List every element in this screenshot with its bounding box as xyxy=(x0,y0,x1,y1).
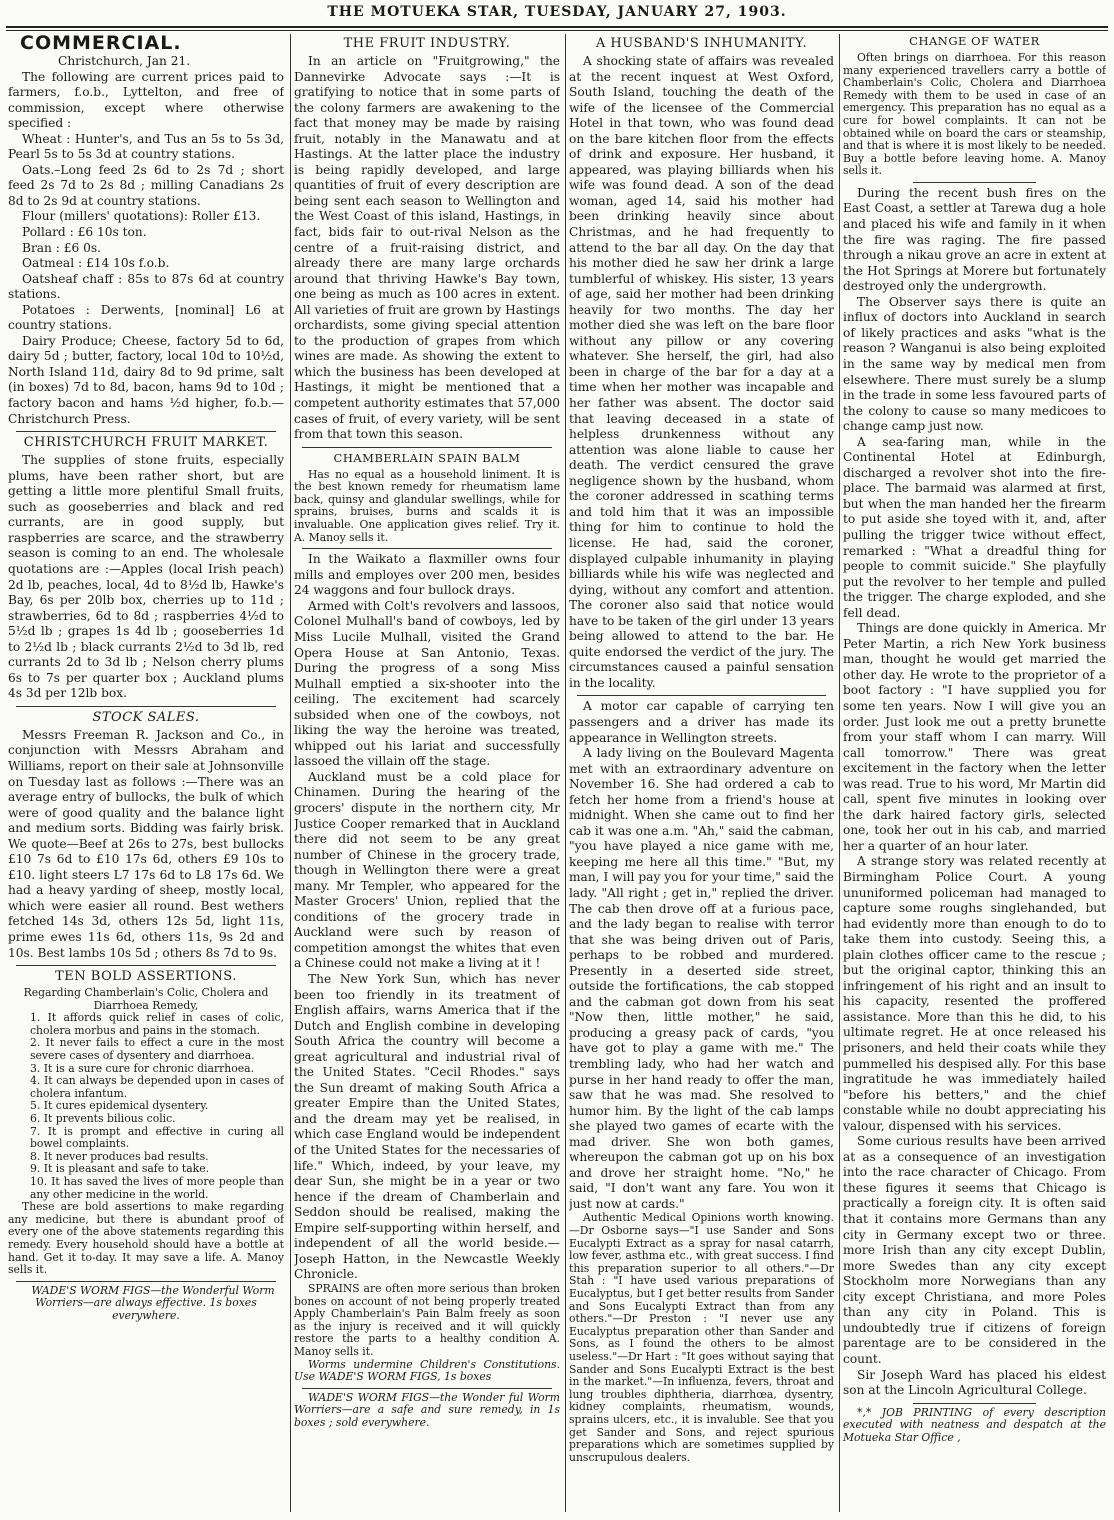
list-item: 4. It can always be depended upon in cases of cholera infantum. xyxy=(30,1074,284,1100)
fruit-industry-heading: THE FRUIT INDUSTRY. xyxy=(343,36,511,51)
paragraph: Dairy Produce; Cheese, factory 5d to 6d, dairy 5d ; butter, factory, local 10d to 10½d, North Island 11d, dairy 8d to 9d prime, salt (in boxes) 7d to 8d, bacon, hams 9d to 10d ; factory bacon and hams ½d higher, fo.b.—Christchurch Press. xyxy=(8,333,284,426)
stock-sales-heading: STOCK SALES. xyxy=(92,709,200,725)
change-of-water-ad xyxy=(843,34,1106,178)
sprains-ad xyxy=(294,1283,560,1384)
paragraph: The following are current prices paid to farmers, f.o.b., Lyttelton, and free of commission, except where otherwise specified : xyxy=(8,69,284,131)
column-1 xyxy=(8,34,284,1516)
list-item: 6. It prevents bilious colic. xyxy=(30,1112,176,1126)
paragraph: Oatmeal : £14 10s f.o.b. xyxy=(22,256,170,271)
balm-heading: CHAMBERLAIN SPAIN BALM xyxy=(333,450,521,465)
paragraph: Wheat : Hunter's, and Tus an 5s to 5s 3d, Pearl 5s to 5s 3d at country stations. xyxy=(8,131,284,162)
column-3 xyxy=(569,34,834,1516)
divider xyxy=(16,431,276,432)
list-item: 1. It affords quick relief in cases of colic, cholera morbus and pains in the stomach. xyxy=(30,1011,284,1037)
fruit-industry-article: In an article on "Fruitgrowing," the Dannevirke Advocate says :—It is gratifying to notice that in some parts of the colony farmers are awakening to the fact that money may be made by raising fruit, notably in the Manawatu and at Hastings. At the latter place the industry is being rapidly developed, and large quantities of fruit of every description are being sent each season to Wellington and the West Coast of this island, Hastings, in fact, bids fair to out-rival Nelson as the centre of a fruit-raising district, and already there are many large orchards around that thriving Hawke's Bay town, one being as much as 100 acres in extent. All varieties of fruit are grown by Hastings orchardists, some giving special attention to the production of grapes from which wines are made. As showing the extent to which the business has been developed at Hastings, it might be mentioned that a competent authority estimates that 57,000 cases of fruit, of every variety, will be sent from that town this season. xyxy=(294,54,560,442)
spain-balm-ad xyxy=(294,451,560,545)
divider xyxy=(302,1388,552,1389)
commercial-article xyxy=(8,54,284,427)
column-separator xyxy=(839,34,840,1512)
medical-text: Authentic Medical Opinions worth knowing.—Dr Osborne says—"I use Sander and Sons Eucalypti Extract as a spray for nasal catarrh, low fever, asthma etc., with great success. I find this preparation superior to all others."—Dr Stah : "I have used various preparations of Eucalyptus, but I get better results from Sander and Sons Eucalypti Extract than from any others."—Dr Preston : "I never use any Eucalyptus preparation other than Sander and Sons, as I found the others to be almost useless."—Dr Hart : "It goes without saying that Sander and Sons Eucalypti Extract is the best in the market."—In influenza, fevers, throat and lung troubles diphtheria, diarrhœa, dysentry, kidney complaints, rheumatism, wounds, sprains ulcers, etc., it is invaluble. See that you get Sander and Sons, and reject spurious preparations which are sometimes supplied by unscrupulous dealers. xyxy=(569,1211,834,1464)
paragraph: Potatoes : Derwents, [nominal] L6 at country stations. xyxy=(8,302,284,333)
column-4 xyxy=(843,34,1106,1516)
list-item: 3. It is a sure cure for chronic diarrhoea. xyxy=(30,1061,254,1075)
list-item: 10. It has saved the lives of more people than any other medicine in the world. xyxy=(30,1174,284,1201)
paragraph: Flour (millers' quotations): Roller £13. xyxy=(22,209,261,224)
commercial-heading: COMMERCIAL. xyxy=(20,34,182,54)
cab-story-paragraph: A lady living on the Boulevard Magenta met with an extraordinary adventure on November 16. She had ordered a cab to fetch her home from a friend's house at midnight. When she came out to find her cab it was one a.m. "Ah," said the cabman, "you have played a nice game with me, keeping me here all this time." "But, my man, I will pay you for your time," said the lady. "All right ; get in," replied the driver. The cab then drove off at a furious pace, and the lady began to realise with terror that she was being driven out of Paris, perhaps to be robbed and murdered. Presently in a deserted side street, outside the fortifications, the cab stopped and the cabman got down from his seat "Now then, little mother," he said, producing a greasy pack of cards, "you have got to play a game with me." The trembling lady, who had her watch and purse in her hand ready to offer the man, saw that he was mad. She resolved to humor him. By the light of the cab lamps she played two games of ecarte with the mad driver. She won both games, whereupon the cabman got up on his box and drove her straight home. "No," he said, "I don't want any fare. You won it just now at cards." xyxy=(569,746,834,1211)
masthead-rule-thin xyxy=(6,30,1108,31)
paragraph: A sea-faring man, while in the Continental Hotel at Edinburgh, discharged a revolver shot into the fire-place. The barmaid was alarmed at first, but when the man handed her the firearm to put aside she toyed with it, and, after pulling the trigger twice without effect, remarked : "What a dreadful thing for people to commit suicide." She playfully put the revolver to her temple and pulled the trigger. The charge exploded, and she fell dead. xyxy=(843,434,1106,620)
list-item: 8. It never produces bad results. xyxy=(30,1149,209,1163)
wade-worm-figs-ad xyxy=(8,1285,284,1323)
fruit-market-heading: CHRISTCHURCH FRUIT MARKET. xyxy=(23,435,269,451)
masthead-rule xyxy=(6,26,1108,28)
divider xyxy=(913,1403,1036,1404)
divider xyxy=(577,695,826,696)
worms-ad-1: Worms undermine Children's Constitutions. Use WADE'S WORM FIGS, 1s boxes xyxy=(294,1357,560,1384)
assertions-outro: These are bold assertions to make regarding any medicine, but there is abundant proof of every one of the above statements regarding this remedy. Every household should have a bottle at hand. Get it to-day. It may save a life. A. Manoy sells it. xyxy=(8,1200,284,1277)
paragraph: Some curious results have been arrived at as a consequence of an investigation into the race character of Chicago. From these figures it seems that Chicago is practically a foreign city. It is often said that it contains more Germans than any city in Germany except two or three. more Irish than any city except Dublin, more Swedes than any city except Stockholm more Norwegians than any city except Christiana, and more Poles than any city in Poland. This is undoubtedly true if citizens of foreign parentage are to be considered in the count. xyxy=(843,1134,1106,1366)
paragraph: Auckland must be a cold place for Chinamen. During the hearing of the grocers' dispute in the northern city, Mr Justice Cooper remarked that in Auckland there did not seem to be any great number of Chinese in the grocery trade, though in Wellington there were a great many. Mr Templer, who appeared for the Master Grocers' Union, replied that the conditions of the grocery trade in Auckland were such by reason of competition amongst the whites that even a Chinese could not make a living at it ! xyxy=(294,769,560,971)
medical-opinions-ad xyxy=(569,1212,834,1464)
job-printing-text: *,* JOB PRINTING of every description executed with neatness and despatch at the Motueka Star Office , xyxy=(843,1405,1106,1444)
paragraph: The Observer says there is quite an influx of doctors into Auckland in search of likely practices and asks "what is the reason ? Wanganui is also being exploited in the same way by medical men from elsewhere. There must surely be a slump in the trade in some less favoured parts of the colony to cause so many medicoes to change camp just now. xyxy=(843,294,1106,434)
paragraph: Things are done quickly in America. Mr Peter Martin, a rich New York business man, thought he would get married the other day. He wrote to the proprietor of a boot factory : "I have supplied you for some ten years. Now I will give you an order. Just look me out a pretty brunette from your staff whom I can marry. Will call tomorrow." There was great excitement in the factory when the letter was read. True to his word, Mr Martin did call, spent five minutes in looking over the dark haired factory girls, selected one, took her out in his cab, and married her a quarter of an hour later. xyxy=(843,621,1106,853)
assertions-list xyxy=(8,1012,284,1201)
balm-text: Has no equal as a household liniment. It is the best known remedy for rheumatism lame back, quinsy and glandular swellings, while for sprains, bruises, burns and scalds it is invaluable. One application gives relief. Try it. A. Manoy sells it. xyxy=(294,467,560,544)
list-item: 7. It is prompt and effective in curing all bowel complaints. xyxy=(30,1124,284,1151)
list-item: 2. It never fails to effect a cure in the most severe cases of dysentery and diarrhoea. xyxy=(30,1036,284,1063)
divider xyxy=(302,548,552,549)
paragraph: Oats.–Long feed 2s 6d to 2s 7d ; short feed 2s 7d to 2s 8d ; milling Canadians 2s 8d to 2s 9d at country stations. xyxy=(8,162,284,208)
husband-article: A shocking state of affairs was revealed at the recent inquest at West Oxford, South Island, touching the death of the wife of the licensee of the Commercial Hotel in that town, who was found dead on the bare kitchen floor from the effects of drink and exposure. Her husband, it appeared, was playing billiards when his wife was found dead. A son of the dead woman, aged 14, said his mother had been drinking heavily since about Christmas, and he had frequently to attend to the bar all day. On the day that his mother died he saw her drink a large tumblerful of whiskey. His sister, 13 years of age, said her mother had been drinking heavily for two months. The day her mother died she was left on the bare floor without any pillow or any covering whatever. She herself, the girl, had also been in charge of the bar for a day at a time when her mother was incapable and her father was absent. The doctor said that leaving deceased in a state of helpless drunkenness without any attention was alone liable to cause her death. The verdict censured the grave negligence shown by the husband, whom the coroner addressed in scathing terms and told him that it was an impossible thing for him to continue to hold the license. He had, said the coroner, displayed culpable inhumanity in playing billiards while his wife was neglected and dying, without any comfort and attention. The coroner also said that notice would have to be taken of the girl under 13 years being allowed to attend to the bar. He quite endorsed the verdict of the jury. The circumstances caused a painful sensation in the locality. xyxy=(569,54,834,690)
dateline: Christchurch, Jan 21. xyxy=(58,54,191,68)
divider xyxy=(302,447,552,448)
water-text: Often brings on diarrhoea. For this reason many experienced travellers carry a bottle of Chamberlain's Colic, Cholera and Diarrhoea Remedy with them to be used in case of an emergency. This preparation has no equal as a cure for bowel complaints. It can not be obtained while on board the cars or steamship, and that is where it is most likely to be needed. Buy a bottle before leaving home. A. Manoy sells it. xyxy=(843,51,1106,178)
list-item: 5. It cures epidemical dysentery. xyxy=(30,1099,209,1113)
motor-car-paragraph: A motor car capable of carrying ten passengers and a driver has made its appearance in Wellington streets. xyxy=(569,699,834,745)
fruit-market-article: The supplies of stone fruits, especially plums, have been rather short, but are getting a little more plentiful Small fruits, such as gooseberries and black and red currants, are in good supply, but raspberries are scarce, and the strawberry season is coming to an end. The wholesale quotations are :—Apples (local Irish peach) 2d lb, peaches, local, 4d to 8½d lb, Hawke's Bay, 6s per 20lb box, cherries up to 11d ; strawberries, 6d to 8d ; raspberries 4½d to 5½d lb ; grapes 1s 4d lb ; gooseberries 1d to 2½d lb ; black currants 2½d to 3d lb, red currants 2d to 3d lb ; Nelson cherry plums 6s to 7s per quarter box ; Auckland plums 4s 3d per 12lb box. xyxy=(8,453,284,701)
paragraph: Pollard : £6 10s ton. xyxy=(22,225,147,240)
column-2 xyxy=(294,34,560,1516)
wade-worm-figs-ad-2 xyxy=(294,1392,560,1430)
paragraph: During the recent bush fires on the East Coast, a settler at Tarewa dug a hole and placed his wife and family in it when the fire was raging. The fire passed through a nikau grove an acre in extent at the Hot Springs at Morere but fortunately destroyed only the undergrowth. xyxy=(843,185,1106,294)
paragraph: Sir Joseph Ward has placed his eldest son at the Lincoln Agricultural College. xyxy=(843,1367,1106,1398)
worms-ad-2: WADE'S WORM FIGS—the Wonder ful Worm Worriers—are a safe and sure remedy, in 1s boxes ; sold everywhere. xyxy=(294,1390,560,1429)
column-separator xyxy=(290,34,291,1512)
stock-sales-article: Messrs Freeman R. Jackson and Co., in conjunction with Messrs Abraham and Williams, report on their sale at Johnsonville on Tuesday last as follows :—There was an average entry of bullocks, the bulk of which were of good quality and the balance light and medium sorts. Bidding was fairly brisk. We quote—Beef at 26s to 27s, best bullocks £10 7s 6d to £10 17s 6d, others £9 10s to £10. light steers L7 17s 6d to L8 17s 6d. We had a heavy yarding of sheep, mostly local, which were easier all round. Best wethers fetched 14s 3d, others 12s 5d, light 11s, prime ewes 11s 6d, others 11s, 9s 2d and 10s. Best lambs 10s 5d ; others 8s 7d to 9s. xyxy=(8,727,284,960)
paragraph: In the Waikato a flaxmiller owns four mills and employes over 200 men, besides 24 waggons and four bullock drays. xyxy=(294,552,560,598)
ten-bold-assertions-ad xyxy=(8,969,284,1277)
ad-text: WADE'S WORM FIGS—the Wonderful Worm Worriers—are always effective. 1s boxes everywhere. xyxy=(31,1283,275,1322)
job-printing-ad xyxy=(843,1407,1106,1445)
paragraph: Oatsheaf chaff : 85s to 87s 6d at country stations. xyxy=(8,271,284,302)
divider xyxy=(16,706,276,707)
assertions-heading: TEN BOLD ASSERTIONS. xyxy=(55,969,237,985)
sprains-text: SPRAINS are often more serious than broken bones on account of not being properly treated Apply Chamberlain's Pain Balm freely as soon as the injury is received and it will quickly restore the parts to a healthy condition A. Manoy sells it. xyxy=(294,1281,560,1358)
divider xyxy=(913,182,1036,183)
paragraph: The New York Sun, which has never been too friendly in its treatment of English affairs, warns America that if the Dutch and English combine in developing South Africa the country will become a great agricultural and industrial rival of the United States. "Cecil Rhodes." says the Sun dreamt of making South Africa a greater Empire than the United States, and the dream may yet be realised, in which case England would be independent of the United States for the necessaries of life." Which, indeed, by your leave, my dear Sun, she might be in a year or two hence if the dream of Chamberlain and Seddon should be realised, making the Empire self-supporting within herself, and independent of all the world beside.—Joseph Hatton, in the Newcastle Weekly Chronicle. xyxy=(294,972,560,1282)
divider xyxy=(16,1281,276,1282)
paragraph: A strange story was related recently at Birmingham Police Court. A young ununiformed policeman had managed to capture some roughs singlehanded, but had evidently more than enough to do to take them into custody. Seeing this, a plain clothes officer came to the rescue ; but the original captor, thinking this an infringement of his right and an insult to his capacity, resented the proffered assistance. More than this he did, to his ultimate regret. He at once released his prisoners, and held their coats while they pummelled his despised ally. For this base ingratitude he was immediately hailed "before his betters," and the chief constable while no doubt appreciating his valour, dispensed with his services. xyxy=(843,854,1106,1133)
divider xyxy=(16,965,276,966)
list-item: 9. It is pleasant and safe to take. xyxy=(30,1162,210,1176)
water-heading: CHANGE OF WATER xyxy=(909,34,1040,48)
masthead: THE MOTUEKA STAR, TUESDAY, JANUARY 27, 1903. xyxy=(327,4,787,20)
column-separator xyxy=(565,34,566,1512)
paragraph: Bran : £6 0s. xyxy=(22,240,102,255)
assertions-intro: Regarding Chamberlain's Colic, Cholera and Diarrhoea Remedy, xyxy=(23,986,269,1012)
paragraph: Armed with Colt's revolvers and lassoos, Colonel Mulhall's band of cowboys, led by Miss Lucile Mulhall, visited the Grand Opera House at San Antonio, Texas. During the progress of a song Miss Mulhall emptied a six-shooter into the ceiling. The excitement had scarcely subsided when one of the cowboys, not liking the way the heroine was treated, whipped out his lariat and successfully lassoed the villain off the stage. xyxy=(294,598,560,769)
husband-heading: A HUSBAND'S INHUMANITY. xyxy=(595,36,808,51)
